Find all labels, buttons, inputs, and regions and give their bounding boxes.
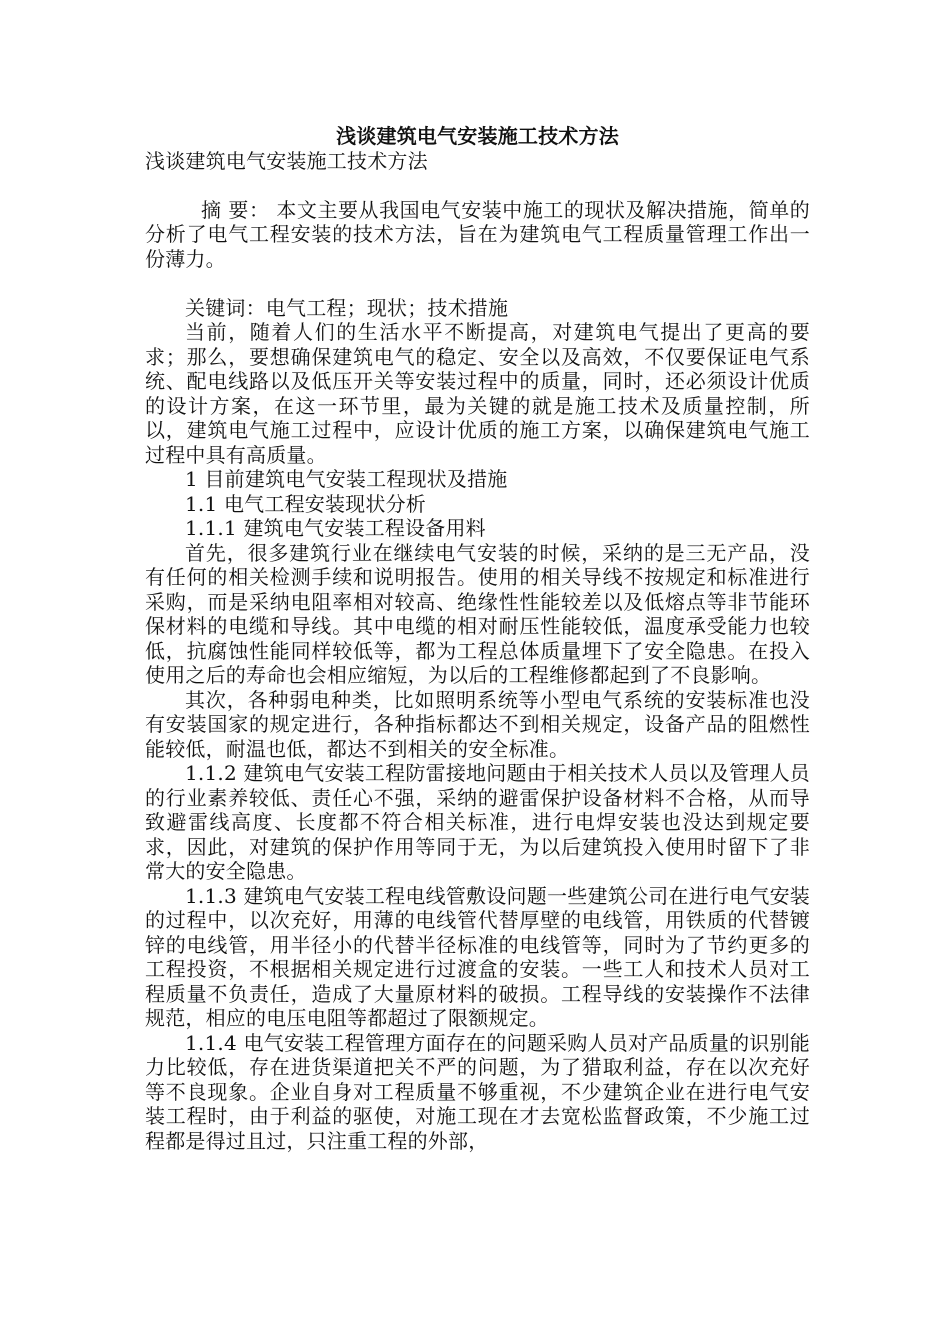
paragraph-1-1-4: 1.1.4 电气安装工程管理方面存在的问题采购人员对产品质量的识别能力比较低，存在进货渠道把关不严的问题，为了猎取利益，存在以次充好等不良现象。企业自身对工程质量不够重视，不少建筑企业在进行电气安装工程时，由于利益的驱使，对施工现在才去宽松监督政策，不少施工过程都是得过且过，只注重工程的外部， xyxy=(145,1030,810,1153)
keywords-line: 关键词：电气工程；现状；技术措施 xyxy=(185,295,509,320)
spacer xyxy=(145,173,810,198)
section-heading-1-1-1: 1.1.1 建筑电气安装工程设备用料 xyxy=(185,516,486,540)
spacer xyxy=(145,271,810,296)
paragraph-1-1-2: 1.1.2 建筑电气安装工程防雷接地问题由于相关技术人员以及管理人员的行业素养较低、责任心不强，采纳的避雷保护设备材料不合格，从而导致避雷线高度、长度都不符合相关标准，进行电焊安装也没达到规定要求，因此，对建筑的保护作用等同于无，为以后建筑投入使用时留下了非常大的安全隐患。 xyxy=(145,761,810,883)
section-heading-1-1: 1.1 电气工程安装现状分析 xyxy=(185,491,426,516)
document-title: 浅谈建筑电气安装施工技术方法 xyxy=(336,124,619,148)
paragraph-second: 其次，各种弱电种类，比如照明系统等小型电气系统的安装标准也没有安装国家的规定进行，各种指标都达不到相关规定，设备产品的阻燃性能较低，耐温也低，都达不到相关的安全标准。 xyxy=(145,687,810,761)
section-heading-1: 1 目前建筑电气安装工程现状及措施 xyxy=(185,467,508,491)
paragraph-1-1-3: 1.1.3 建筑电气安装工程电线管敷设问题一些建筑公司在进行电气安装的过程中，以次充好，用薄的电线管代替厚壁的电线管，用铁质的代替镀锌的电线管，用半径小的代替半径标准的电线管等，同时为了节约更多的工程投资，不根据相关规定进行过渡盒的安装。一些工人和技术人员对工程质量不负责任，造成了大量原材料的破损。工程导线的安装操作不法律规范，相应的电压电阻等都超过了限额规定。 xyxy=(145,883,810,1030)
intro-paragraph: 当前，随着人们的生活水平不断提高，对建筑电气提出了更高的要求；那么，要想确保建筑电气的稳定、安全以及高效，不仅要保证电气系统、配电线路以及低压开关等安装过程中的质量，同时，还必须设计优质的设计方案，在这一环节里，最为关键的就是施工技术及质量控制，所以，建筑电气施工过程中，应设计优质的施工方案，以确保建筑电气施工过程中具有高质量。 xyxy=(145,320,810,467)
paragraph-first: 首先，很多建筑行业在继续电气安装的时候，采纳的是三无产品，没有任何的相关检测手续和说明报告。使用的相关导线不按规定和标准进行采购，而是采纳电阻率相对较高、绝缘性性能较差以及低熔点等非节能环保材料的电缆和导线。其中电缆的相对耐压性能较低，温度承受能力也较低，抗腐蚀性能同样较低等，都为工程总体质量埋下了安全隐患。在投入使用之后的寿命也会相应缩短，为以后的工程维修都起到了不良影响。 xyxy=(145,540,810,687)
document-subtitle: 浅谈建筑电气安装施工技术方法 xyxy=(145,148,428,173)
document-body xyxy=(145,124,810,1153)
abstract-paragraph: 摘 要： 本文主要从我国电气安装中施工的现状及解决措施，简单的分析了电气工程安装的技术方法，旨在为建筑电气工程质量管理工作出一份薄力。 xyxy=(145,197,810,271)
